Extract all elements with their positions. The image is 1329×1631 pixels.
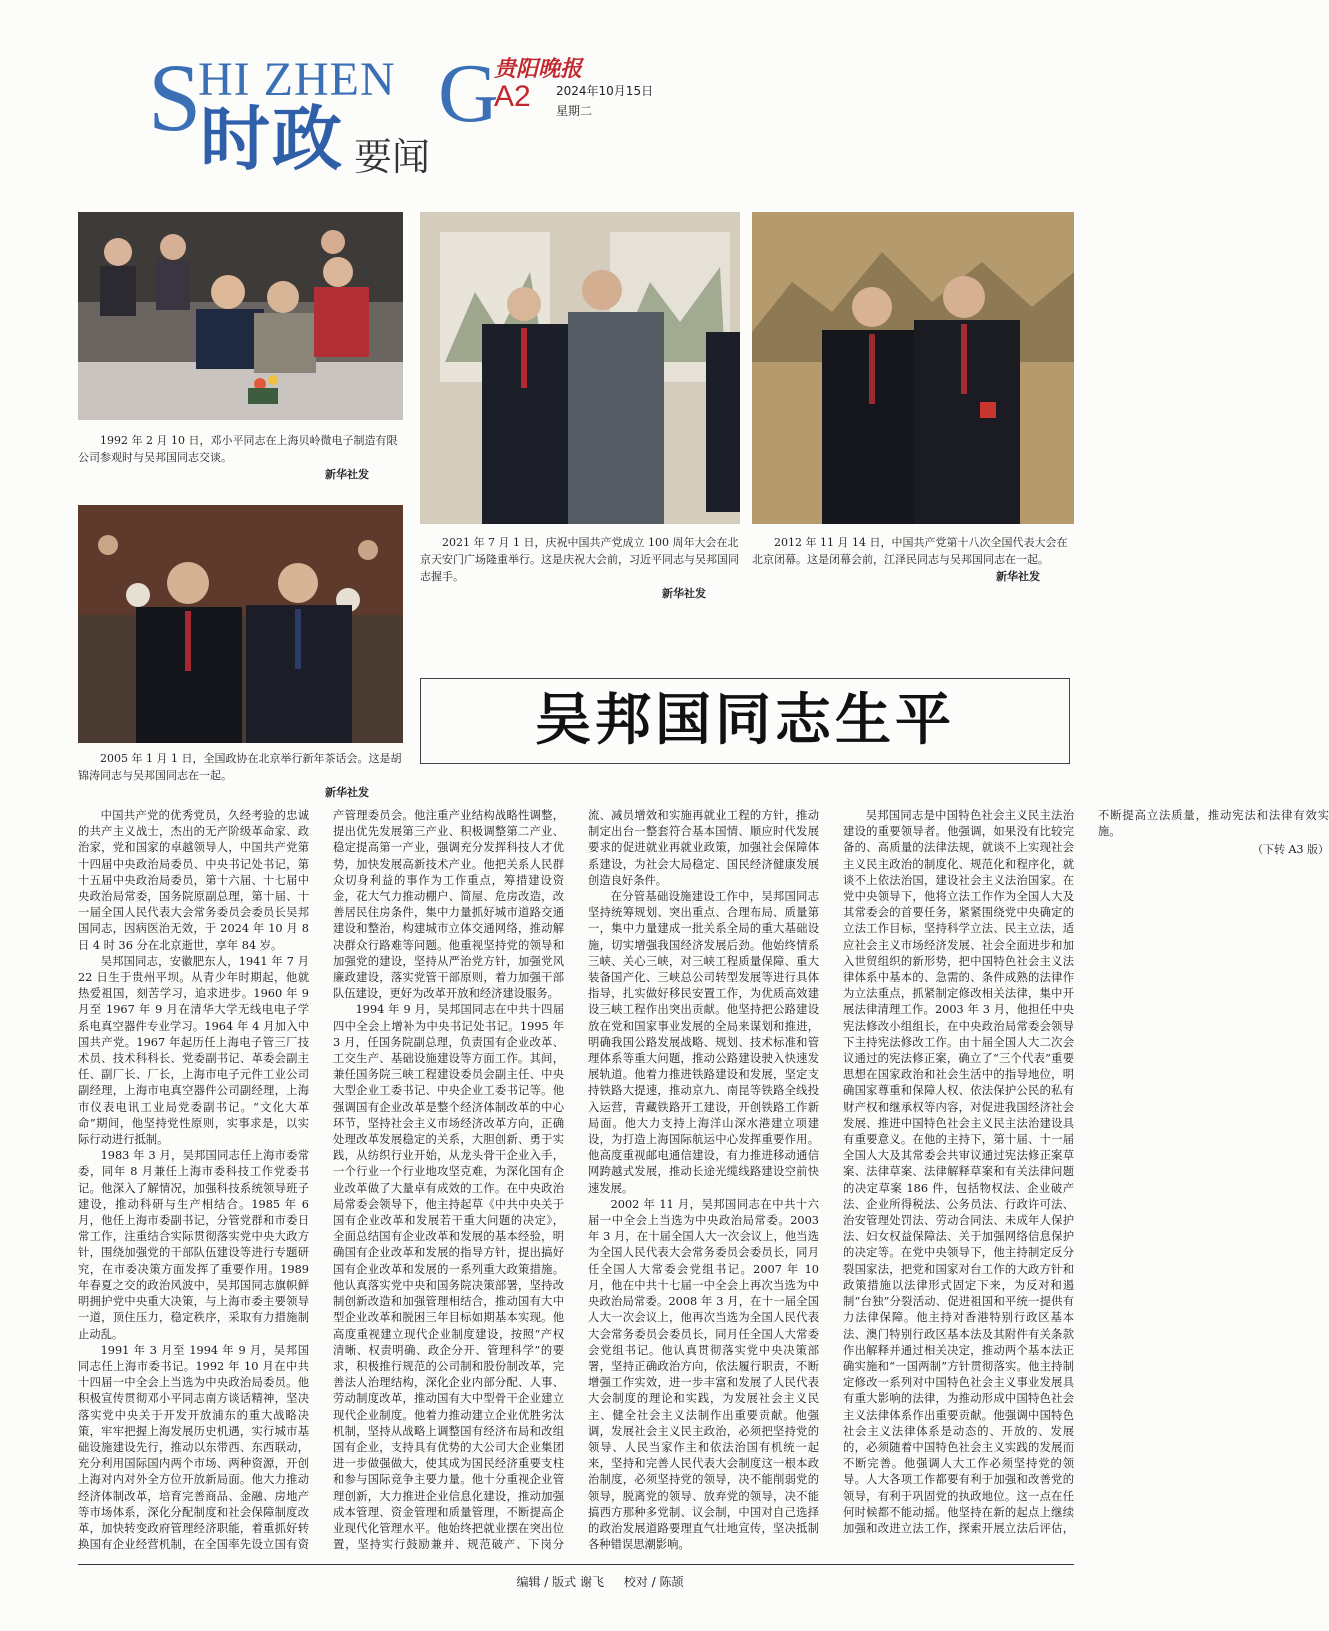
photo-credit: 新华社发 <box>325 468 369 481</box>
section-subtitle: 要闻 <box>354 135 431 179</box>
masthead-pinyin-s: S <box>148 44 202 151</box>
photo-credit: 新华社发 <box>996 570 1040 583</box>
page-number: A2 <box>494 80 531 113</box>
photo-2021 <box>420 212 740 524</box>
caption-text: 2012 年 11 月 14 日，中国共产党第十八次全国代表大会在北京闭幕。这是闭幕会前，江泽民同志与吴邦国同志在一起。 <box>752 536 1068 566</box>
photo-caption <box>78 432 403 483</box>
paragraph: 1991 年 3 月至 1994 年 9 月，吴邦国同志任上海市委书记。1992 年 10 月在中共十四届一中全会上当选为中央政治局委员。他积极宣传贯彻邓小平同志南方谈话精神，坚决落实党中央关于开发开放浦东的重大战略决策，牢牢把握上海发展历史机遇，实行城市基础设施建设先行，推动以东带西、东西联动，充分利用国际国内两个市场、两种资源，开创上海对内对外全方位开放新局面。他大力推动经济体制改革，培育完善商品、金融、房地产等市场体系，深化分配制度和社会保障制度改革，加快转变政府管理经济职能，着重抓好转换国有企业经营机制，在全国率先设立国有资产管理委员会。他注重产业结构战略性调整，提出优先发展第三产业、积极调整第二产业、稳定提高第一产业，强调充分发挥科技人才优势，加快发展高新技术产业。他把关系人民群众切身利益的事作为工作重点，筹措建设资金，花大气力推动棚户、简屋、危房改造，改善居民住房条件，集中力量抓好城市道路交通建设和整治，构建城市立体交通网络，推动解决群众行路难等问题。他重视坚持党的领导和加强党的建设，坚持从严治党方针，加强党风廉政建设，落实党管干部原则，着力加强干部队伍建设，更好为改革开放和经济建设服务。 <box>78 809 564 1552</box>
paragraph: 吴邦国同志，安徽肥东人，1941 年 7 月 22 日生于贵州平坝。从青少年时期起，他就热爱祖国，刻苦学习，追求进步。1960 年 9 月至 1967 年 9 月在清华大学无线电电子学系电真空器件专业学习。1964 年 4 月加入中国共产党。1967 年起历任上海电子管三厂技术员、技术科科长、党委副书记、革委会副主任、副厂长、厂长，上海市电子元件工业公司副经理，上海市电真空器件公司副经理，上海市仪表电讯工业局党委副书记。“文化大革命”期间，他坚持党性原则，实事求是，以实际行动进行抵制。 <box>78 954 309 1147</box>
headline: 吴邦国同志生平 <box>535 688 955 753</box>
caption-text: 2021 年 7 月 1 日，庆祝中国共产党成立 100 周年大会在北京天安门广场隆重举行。这是庆祝大会前，习近平同志与吴邦国同志握手。 <box>420 536 739 583</box>
paragraph: 中国共产党的优秀党员，久经考验的忠诚的共产主义战士，杰出的无产阶级革命家、政治家，党和国家的卓越领导人，中国共产党第十四届中央政治局委员、中央书记处书记，第十五届中央政治局委员，第十六届、十七届中央政治局常委，国务院原副总理，第十届、十一届全国人民代表大会常务委员会委员长吴邦国同志，因病医治无效，于 2024 年 10 月 8 日 4 时 36 分在北京逝世，享年 84 岁。 <box>78 809 309 952</box>
photo-2012 <box>752 212 1074 524</box>
headline-box <box>420 678 1070 764</box>
paper-logo: 贵阳晚报 <box>494 56 583 82</box>
continued-note: （下转 A3 版） <box>1252 843 1329 857</box>
photo-2005 <box>78 505 403 743</box>
masthead <box>140 40 740 180</box>
caption-text: 1992 年 2 月 10 日，邓小平同志在上海贝岭微电子制造有限公司参观时与吴邦国同志交谈。 <box>78 434 398 464</box>
issue-weekday: 星期二 <box>556 104 593 118</box>
footer-proof: 校对 / 陈颉 <box>623 1575 684 1589</box>
photo-caption <box>420 534 740 602</box>
caption-text: 2005 年 1 月 1 日，全国政协在北京举行新年茶话会。这是胡锦涛同志与吴邦国同志在一起。 <box>78 752 402 782</box>
masthead-pinyin-mid: HI ZHEN <box>198 53 396 106</box>
masthead-pinyin-g: G <box>438 47 499 140</box>
section-title: 时政 <box>200 98 344 180</box>
issue-date: 2024年10月15日 <box>556 84 654 98</box>
footer-editor: 编辑 / 版式 谢飞 <box>516 1575 604 1589</box>
photo-1992 <box>78 212 403 420</box>
footer <box>0 1573 1200 1590</box>
photo-caption <box>78 750 403 801</box>
photo-caption <box>752 534 1074 585</box>
paragraph: 吴邦国同志是中国特色社会主义民主法治建设的重要领导者。他强调，如果没有比较完备的、高质量的法律法规，就谈不上实现社会主义民主政治的制度化、规范化和程序化，就谈不上依法治国，建设社会主义法治国家。在党中央领导下，他将立法工作作为全国人大及其常委会的首要任务，紧紧围绕党中央确定的立法工作目标，坚持科学立法、民主立法，适应社会主义市场经济发展、社会全面进步和加入世贸组织的新形势，把中国特色社会主义法律体系中基本的、急需的、条件成熟的法律作为立法重点，抓紧制定修改相关法律，集中开展法律清理工作。2003 年 3 月，他担任中央宪法修改小组组长，在中央政治局常委会领导下主持宪法修改工作。由十届全国人大二次会议通过的宪法修正案，确立了“三个代表”重要思想在国家政治和社会生活中的指导地位，明确国家尊重和保障人权、依法保护公民的私有财产权和继承权等内容，对促进我国经济社会发展、推进中国特色社会主义民主法治建设具有重要意义。在他的主持下，第十届、十一届全国人大及其常委会共审议通过宪法修正案草案、法律草案、法律解释草案和有关法律问题的决定草案 186 件，包括物权法、企业破产法、企业所得税法、公务员法、行政许可法、治安管理处罚法、劳动合同法、未成年人保护法、妇女权益保障法、关于加强网络信息保护的决定等。在党中央领导下，他主持制定反分裂国家法，把党和国家对台工作的大政方针和政策措施以法律形式固定下来，为反对和遏制“台独”分裂活动、促进祖国和平统一提供有力法律保障。他主持对香港特别行政区基本法、澳门特别行政区基本法及其附件有关条款作出解释并通过相关决定，推动两个基本法正确实施和“一国两制”方针贯彻落实。他主持制定修改一系列对中国特色社会主义事业发展具有重大影响的法律，为推动形成中国特色社会主义法律体系作出重要贡献。他强调中国特色社会主义法律体系是动态的、开放的、发展的，必须随着中国特色社会主义实践的发展而不断完善。他强调人大工作必须坚持党的领导。人大各项工作都要有利于加强和改善党的领导，有利于巩固党的执政地位。这一点在任何时候都不能动摇。他坚持在新的起点上继续加强和改进立法工作，探索开展立法后评估，不断提高立法质量，推动宪法和法律有效实施。 <box>843 809 1329 1535</box>
paragraph: 1983 年 3 月，吴邦国同志任上海市委常委，同年 8 月兼任上海市委科技工作党委书记。他深入了解情况，加强科技系统领导班子建设，推动科研与生产相结合。1985 年 6 月，他任上海市委副书记，分管党群和市委日常工作，注重结合实际贯彻落实党中央大政方针，围绕加强党的干部队伍建设等进行专题研究，在市委决策方面发挥了重要作用。1989 年春夏之交的政治风波中，吴邦国同志旗帜鲜明拥护党中央重大决策，与上海市委主要领导一道，顶住压力，稳定秩序，采取有力措施制止动乱。 <box>78 1149 309 1341</box>
photo-credit: 新华社发 <box>325 786 369 799</box>
photo-credit: 新华社发 <box>662 587 706 600</box>
article-body <box>78 808 1329 1558</box>
paragraph: 在分管基础设施建设工作中，吴邦国同志坚持统筹规划、突出重点、合理布局、质量第一，集中力量建成一批关系全局的重大基础设施，切实增强我国经济发展后劲。他始终情系三峡、关心三峡，对三峡工程质量保障、重大装备国产化、三峡总公司转型发展等进行具体指导，扎实做好移民安置工作，为优质高效建设三峡工程作出突出贡献。他坚持把公路建设放在党和国家事业发展的全局来谋划和推进，明确我国公路发展战略、规划、技术标准和管理体系等重大问题，推动公路建设驶入快速发展轨道。他着力推进铁路建设和发展，坚定支持铁路大提速，推动京九、南昆等铁路全线投入运营，青藏铁路开工建设，开创铁路工作新局面。他大力支持上海洋山深水港建立项建设，为打造上海国际航运中心发挥重要作用。他高度重视邮电通信建设，有力推进移动通信网跨越式发展，推动长途光缆线路建设空前快速发展。 <box>588 890 819 1195</box>
paragraph: 2002 年 11 月，吴邦国同志在中共十六届一中全会上当选为中央政治局常委。2003 年 3 月，在十届全国人大一次会议上，他当选为全国人民代表大会常务委员会委员长，同月任全国人大常委会党组书记。2007 年 10 月，他在中共十七届一中全会上再次当选为中央政治局常委。2008 年 3 月，在十一届全国人大一次会议上，他再次当选为全国人民代表大会常务委员会委员长，同月任全国人大常委会党组书记。他认真贯彻落实党中央决策部署，坚持正确政治方向，依法履行职责，不断增强工作实效，进一步丰富和发展了人民代表大会制度的理论和实践，为发展社会主义民主、健全社会主义法制作出重要贡献。他强调，发展社会主义民主政治，必须把坚持党的领导、人民当家作主和依法治国有机统一起来，坚持和完善人民代表大会制度这一根本政治制度，必须坚持党的领导，决不能削弱党的领导，脱离党的领导、放弃党的领导，决不能搞西方那种多党制、议会制，中国对自己选择的政治发展道路要理直气壮地宣传，坚决抵制各种错误思潮影响。 <box>588 1197 819 1552</box>
paragraph: 1994 年 9 月，吴邦国同志在中共十四届四中全会上增补为中央书记处书记。1995 年 3 月，任国务院副总理，负责国有企业改革、工交生产、基础设施建设等方面工作。其间，兼任国务院三峡工程建设委员会副主任、中央大型企业工委书记、中央企业工委书记等。他强调国有企业改革是整个经济体制改革的中心环节，坚持社会主义市场经济改革方向，正确处理改革发展稳定的关系，大胆创新、勇于实践，从纺织行业开始，从龙头骨干企业入手，一个行业一个行业地攻坚克难，为深化国有企业改革做了大量卓有成效的工作。在中央政治局常委会领导下，他主持起草《中共中央关于国有企业改革和发展若干重大问题的决定》，全面总结国有企业改革和发展的基本经验，明确国有企业改革和发展的指导方针，提出搞好国有企业改革和发展的一系列重大政策措施。他认真落实党中央和国务院决策部署，坚持改制创新改造和加强管理相结合，推动国有大中型企业改革和脱困三年目标如期基本实现。他高度重视建立现代企业制度建设，按照“产权清晰、权责明确、政企分开、管理科学”的要求，积极推行规范的公司制和股份制改革，完善法人治理结构，深化企业内部分配、人事、劳动制度改革，推动国有大中型骨干企业建立现代企业制度。他着力推动建立企业优胜劣汰机制，坚持从战略上调整国有经济布局和改组国有企业，支持具有优势的大公司大企业集团进一步做强做大，使其成为国民经济重要支柱和参与国际竞争主要力量。他十分重视企业管理创新，大力推进企业信息化建设，推动加强成本管理、资金管理和质量管理，不断提高企业现代化管理水平。他始终把就业摆在突出位置，坚持实行鼓励兼并、规范破产、下岗分流、减员增效和实施再就业工程的方针，推动制定出台一整套符合基本国情、顺应时代发展要求的促进就业再就业政策，加强社会保障体系建设，为社会大局稳定、国民经济健康发展创造良好条件。 <box>333 809 819 1552</box>
footer-divider <box>78 1564 1074 1565</box>
